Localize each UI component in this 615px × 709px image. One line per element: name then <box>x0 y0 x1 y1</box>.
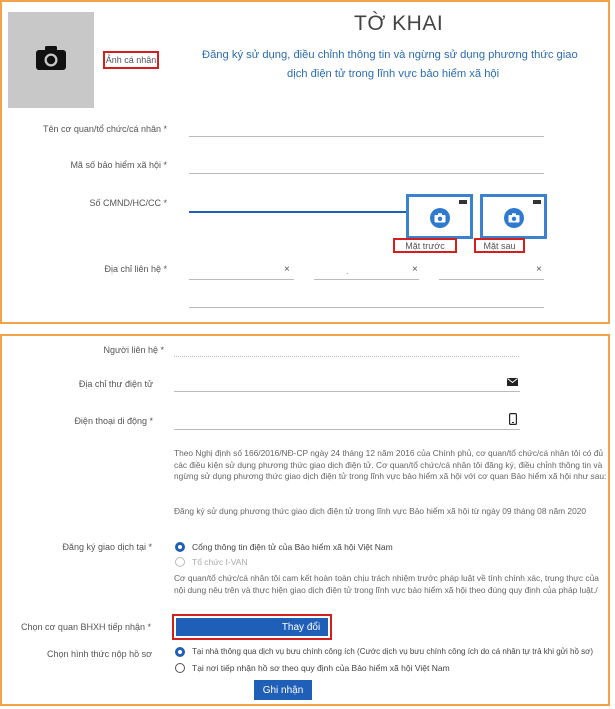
clear-district-icon[interactable]: × <box>412 264 418 275</box>
id-number-input[interactable] <box>189 211 407 213</box>
submit-button[interactable]: Ghi nhận <box>254 680 312 700</box>
submit-method-label: Chọn hình thức nộp hồ sơ <box>47 649 152 659</box>
commitment-text: Cơ quan/tổ chức/cá nhân tôi cam kết hoàn toàn chịu trách nhiệm trước pháp luật về tính chính xác, trung thực của nội dung nêu trên và thực hiện giao dịch điện tử trong lĩnh vực bảo hiểm xã hội theo đúng quy định của pháp luật./ <box>174 573 599 595</box>
org-name-input[interactable] <box>189 136 544 137</box>
camera-icon <box>35 45 67 71</box>
agency-select-highlight <box>172 614 332 640</box>
district-placeholder: . <box>346 266 349 276</box>
register-date-text: Đăng ký sử dụng phương thức giao dịch điện tử trong lĩnh vực Bảo hiểm xã hội từ ngày 09 tháng 08 năm 2020 <box>174 506 587 516</box>
ward-select[interactable] <box>439 279 544 280</box>
decree-text: Theo Nghị định số 166/2016/NĐ-CP ngày 24 tháng 12 năm 2016 của Chính phủ, cơ quan/tổ chức/cá nhân tôi có đủ các điều kiện sử dụng phương thức giao dịch điện tử. Cơ quan/tổ chức/cá nhân tôi đăng ký, điều chỉnh thông tin và ngừng sử dụng phương thức giao dịch điện tử trong lĩnh vực bảo hiểm xã hội với cơ quan Bảo hiểm xã hội như sau: <box>174 448 607 481</box>
choose-agency-label: Chọn cơ quan BHXH tiếp nhận * <box>21 622 151 632</box>
agency-select[interactable] <box>176 618 274 636</box>
clear-ward-icon[interactable]: × <box>536 264 542 275</box>
email-icon <box>507 378 518 386</box>
contact-person-input[interactable] <box>174 356 519 357</box>
phone-label: Điện thoại di động * <box>74 416 153 426</box>
photo-upload[interactable] <box>8 12 94 108</box>
email-label: Địa chỉ thư điện tử <box>78 379 153 389</box>
email-input[interactable] <box>174 391 520 392</box>
portal-radio[interactable] <box>175 542 185 552</box>
id-front-label: Mặt trước <box>393 238 457 253</box>
portal-option-label: Cổng thông tin điện tử của Bảo hiểm xã hội Việt Nam <box>192 542 393 552</box>
phone-input[interactable] <box>174 429 520 430</box>
phone-icon <box>509 413 517 425</box>
post-option-label: Tại nhà thông qua dịch vụ bưu chính công ích (Cước dịch vụ bưu chính công ích do cá nhân tự trả khi gửi hồ sơ) <box>192 647 594 656</box>
office-radio[interactable] <box>175 663 185 673</box>
page-subtitle-line1: Đăng ký sử dụng, điều chỉnh thông tin và ngừng sử dụng phương thức giao <box>202 49 578 61</box>
photo-label: Ảnh cá nhân <box>103 51 159 69</box>
bhxh-code-label: Mã số bảo hiểm xã hội * <box>70 160 167 170</box>
id-back-label: Mặt sau <box>474 238 525 253</box>
registration-panel-top <box>0 0 610 324</box>
clear-province-icon[interactable]: × <box>284 264 290 275</box>
ivan-radio[interactable] <box>175 557 185 567</box>
province-select[interactable] <box>189 279 294 280</box>
street-address-input[interactable] <box>189 307 544 308</box>
post-radio[interactable] <box>175 647 185 657</box>
contact-person-label: Người liên hệ * <box>103 345 164 355</box>
office-option-label: Tại nơi tiếp nhận hồ sơ theo quy định của Bảo hiểm xã hội Việt Nam <box>192 663 450 673</box>
camera-icon <box>430 208 450 228</box>
page-subtitle-line2: dịch điện tử trong lĩnh vực bảo hiểm xã hội <box>287 68 500 80</box>
page-title: TỜ KHAI <box>354 12 444 35</box>
id-front-upload[interactable] <box>406 194 473 239</box>
ivan-option-label: Tổ chức I-VAN <box>192 557 248 567</box>
org-name-label: Tên cơ quan/tổ chức/cá nhân * <box>42 124 167 134</box>
register-at-label: Đăng ký giao dịch tại * <box>62 542 152 552</box>
registration-panel-bottom <box>0 334 610 706</box>
id-back-upload[interactable] <box>480 194 547 239</box>
id-number-label: Số CMND/HC/CC * <box>89 198 167 208</box>
change-agency-button[interactable]: Thay đổi <box>274 618 328 636</box>
address-label: Địa chỉ liên hệ * <box>104 264 167 274</box>
bhxh-code-input[interactable] <box>189 173 544 174</box>
camera-icon <box>504 208 524 228</box>
district-select[interactable] <box>314 279 419 280</box>
